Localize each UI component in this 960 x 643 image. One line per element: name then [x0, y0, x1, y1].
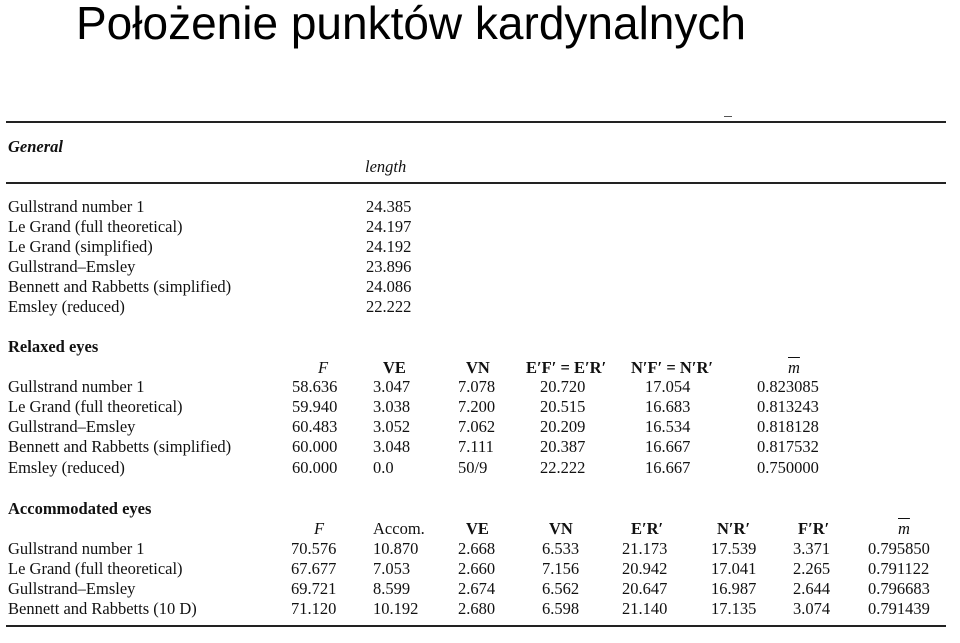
table-cell: 16.987 [711, 579, 757, 598]
table-cell: 20.720 [540, 377, 586, 396]
table-cell: 50/9 [458, 458, 488, 477]
table-row-label: Gullstrand–Emsley [8, 257, 136, 276]
table-row-label: Gullstrand number 1 [8, 377, 145, 396]
table-cell: 23.896 [366, 257, 412, 276]
table-cell: 70.576 [291, 539, 337, 558]
table-row-label: Le Grand (simplified) [8, 237, 153, 256]
col-header-nr: N′R′ [717, 519, 751, 538]
col-header-er: E′R′ [631, 519, 664, 538]
col-header-ve: VE [466, 519, 489, 538]
table-cell: 67.677 [291, 559, 337, 578]
col-header-f: F [314, 519, 325, 538]
table-cell: 0.0 [373, 458, 394, 477]
table-cell: 20.647 [622, 579, 668, 598]
table-row-label: Gullstrand number 1 [8, 539, 145, 558]
table-cell: 0.750000 [757, 458, 819, 477]
table-bottom-rule [6, 625, 946, 627]
table-row-label: Gullstrand–Emsley [8, 417, 136, 436]
col-header-f: F [318, 358, 329, 377]
table-row-label: Emsley (reduced) [8, 297, 125, 316]
table-cell: 60.483 [292, 417, 338, 436]
table-cell: 10.192 [373, 599, 419, 618]
table-cell: 0.818128 [757, 417, 819, 436]
col-header-ef-er: E′F′ = E′R′ [526, 358, 607, 377]
table-row-label: Le Grand (full theoretical) [8, 217, 183, 236]
accommodated-heading: Accommodated eyes [8, 499, 152, 518]
table-cell: 6.598 [542, 599, 580, 618]
table-cell: 59.940 [292, 397, 338, 416]
table-cell: 3.047 [373, 377, 411, 396]
scan-mark [724, 116, 732, 117]
table-cell: 17.041 [711, 559, 757, 578]
table-row-label: Bennett and Rabbetts (10 D) [8, 599, 197, 618]
col-header-accom: Accom. [373, 519, 425, 538]
table-cell: 71.120 [291, 599, 337, 618]
col-header-nf-nr: N′F′ = N′R′ [631, 358, 714, 377]
table-cell: 20.209 [540, 417, 586, 436]
table-cell: 16.667 [645, 437, 691, 456]
table-cell: 21.173 [622, 539, 668, 558]
slide-title: Położenie punktów kardynalnych [76, 0, 746, 49]
table-cell: 58.636 [292, 377, 338, 396]
table-cell: 24.385 [366, 197, 412, 216]
table-cell: 16.683 [645, 397, 691, 416]
table-cell: 22.222 [366, 297, 412, 316]
table-cell: 20.942 [622, 559, 668, 578]
table-cell: 60.000 [292, 458, 338, 477]
table-cell: 60.000 [292, 437, 338, 456]
table-cell: 17.135 [711, 599, 757, 618]
table-cell: 6.562 [542, 579, 580, 598]
table-cell: 7.078 [458, 377, 496, 396]
table-row-label: Gullstrand number 1 [8, 197, 145, 216]
col-header-vn: VN [466, 358, 490, 377]
table-cell: 17.054 [645, 377, 691, 396]
table-row-label: Le Grand (full theoretical) [8, 559, 183, 578]
table-row-label: Emsley (reduced) [8, 458, 125, 477]
table-cell: 0.791122 [868, 559, 930, 578]
general-heading: General [8, 137, 63, 156]
table-cell: 16.667 [645, 458, 691, 477]
table-cell: 20.387 [540, 437, 586, 456]
table-cell: 7.111 [458, 437, 494, 456]
table-cell: 0.795850 [868, 539, 930, 558]
table-cell: 24.197 [366, 217, 412, 236]
col-header-ve: VE [383, 358, 406, 377]
table-cell: 17.539 [711, 539, 757, 558]
table-cell: 21.140 [622, 599, 668, 618]
table-cell: 22.222 [540, 458, 586, 477]
table-cell: 24.086 [366, 277, 412, 296]
table-cell: 2.668 [458, 539, 496, 558]
table-cell: 2.644 [793, 579, 831, 598]
table-cell: 3.048 [373, 437, 411, 456]
relaxed-heading: Relaxed eyes [8, 337, 99, 356]
table-cell: 0.823085 [757, 377, 819, 396]
col-header-fr: F′R′ [798, 519, 830, 538]
table-cell: 69.721 [291, 579, 337, 598]
table-cell: 0.817532 [757, 437, 819, 456]
table-cell: 3.074 [793, 599, 831, 618]
table-row-label: Le Grand (full theoretical) [8, 397, 183, 416]
table-cell: 20.515 [540, 397, 586, 416]
table-cell: 7.200 [458, 397, 496, 416]
table-cell: 2.660 [458, 559, 496, 578]
table-cell: 24.192 [366, 237, 412, 256]
col-header-m: $\overline{m}$ [898, 519, 910, 538]
table-cell: 16.534 [645, 417, 691, 436]
col-header-m: $\overline{m}$ [788, 358, 800, 377]
table-cell: 7.062 [458, 417, 496, 436]
table-cell: 8.599 [373, 579, 411, 598]
table-cell: 10.870 [373, 539, 419, 558]
table-cell: 7.053 [373, 559, 411, 578]
general-col-length: length [365, 157, 407, 176]
table-row-label: Bennett and Rabbetts (simplified) [8, 437, 232, 456]
table-row-label: Bennett and Rabbetts (simplified) [8, 277, 232, 296]
table-cell: 2.674 [458, 579, 496, 598]
col-header-vn: VN [549, 519, 573, 538]
table-cell: 3.052 [373, 417, 411, 436]
table-cell: 2.265 [793, 559, 831, 578]
table-cell: 3.038 [373, 397, 411, 416]
table-cell: 7.156 [542, 559, 580, 578]
table-cell: 2.680 [458, 599, 496, 618]
general-header-rule [6, 182, 946, 184]
table-cell: 0.813243 [757, 397, 819, 416]
table-row-label: Gullstrand–Emsley [8, 579, 136, 598]
table-cell: 0.791439 [868, 599, 930, 618]
table-cell: 3.371 [793, 539, 831, 558]
table-cell: 6.533 [542, 539, 580, 558]
table-cell: 0.796683 [868, 579, 930, 598]
table-top-rule [6, 121, 946, 123]
